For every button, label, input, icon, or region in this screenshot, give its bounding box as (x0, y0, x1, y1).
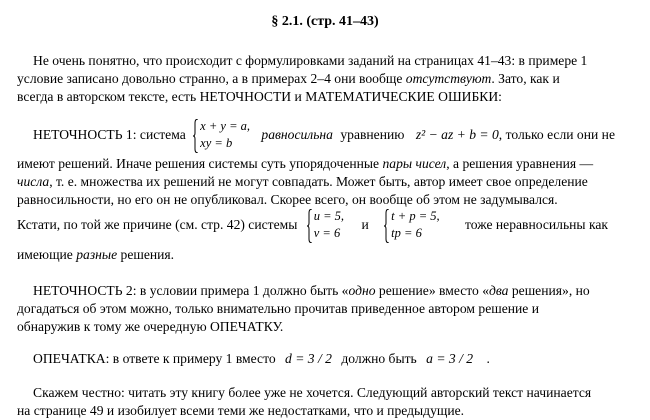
inaccuracy-1-paragraph (17, 155, 639, 209)
system-1-equation-1: x + y = a, (200, 119, 251, 133)
inaccuracy-1-line-6 (17, 246, 639, 264)
intro-line-3: всегда в авторском тексте, есть НЕТОЧНОСТИ и МАТЕМАТИЧЕСКИЕ ОШИБКИ: (17, 89, 502, 104)
text: НЕТОЧНОСТЬ 2: в условии примера 1 должно быть « (33, 283, 349, 298)
text: должно быть (341, 351, 417, 366)
conclusion-line-1: Скажем честно: читать эту книгу более уже не хочется. Следующий авторский текст начинается (33, 385, 592, 400)
inaccuracy-2-paragraph (17, 282, 639, 336)
equivalent-term: равносильна (261, 127, 333, 142)
emphasis-text: одно (348, 283, 376, 298)
correct-answer: a = 3 / 2 (426, 351, 474, 366)
emphasis-text: пары чисел (382, 156, 447, 171)
text: решения», но (508, 283, 590, 298)
emphasis-text: разные (76, 247, 118, 262)
emphasis-text: два (489, 283, 509, 298)
system-2-equation-2: v = 6 (313, 226, 341, 240)
inaccuracy-2-line-3: обнаружив к тому же очередную ОПЕЧАТКУ. (17, 319, 284, 334)
brace-icon (384, 209, 389, 243)
text: , а решения уравнения — (446, 156, 594, 171)
conclusion-line-2: на странице 49 и изобилует всеми теми же недостатками, что и предыдущие. (17, 403, 465, 418)
text: имеют решений. Иначе решения системы суть упорядоченные (17, 156, 383, 171)
section-heading: § 2.1. (стр. 41–43) (271, 14, 379, 29)
system-1-equation-2: xy = b (200, 136, 233, 150)
inaccuracy-1-label: НЕТОЧНОСТЬ 1: система (33, 127, 186, 142)
inaccuracy-1-last-line (17, 246, 639, 264)
intro-paragraph (17, 52, 639, 106)
typo-paragraph (33, 350, 490, 368)
inaccuracy-1-line-2 (17, 155, 639, 173)
text: Кстати, по той же причине (см. стр. 42) системы (17, 217, 298, 232)
system-3-equation-1: t + p = 5, (391, 209, 440, 223)
system-1 (193, 118, 250, 152)
text: условие записано довольно странно, а в примерах 2–4 они вообще (17, 71, 406, 86)
text: решение» вместо « (375, 283, 489, 298)
emphasis-text: числа (17, 174, 50, 189)
quadratic-equation: z² − az + b = 0 (415, 127, 499, 142)
text: имеющие (17, 247, 77, 262)
typo-label: ОПЕЧАТКА: в ответе к примеру 1 вместо (33, 351, 276, 366)
text: . Зато, как и (491, 71, 560, 86)
inaccuracy-1-line-4: равносильности, но его он не опубликовал. Скорее всего, он вообще об этом не задумывался. (17, 192, 558, 207)
text: уравнению (340, 127, 405, 142)
brace-icon (307, 209, 312, 243)
inaccuracy-1-line-3 (17, 173, 639, 191)
inaccuracy-1-first-line (33, 118, 615, 152)
text: тоже неравносильны как (465, 217, 608, 232)
wrong-answer: d = 3 / 2 (285, 351, 332, 366)
inaccuracy-2-line-2: догадаться об этом можно, только внимательно прочитав приведенное автором решение и (17, 301, 539, 316)
system-2 (307, 208, 344, 242)
conclusion-paragraph (17, 384, 639, 420)
inaccuracy-1-line-5 (17, 208, 608, 242)
text: , только если они не (498, 127, 615, 142)
emphasis-text: отсутствуют (405, 71, 492, 86)
intro-line-1: Не очень понятно, что происходит с формулировками заданий на страницах 41–43: в примере 1 (33, 53, 588, 68)
intro-line-2 (17, 70, 639, 88)
text: и (361, 217, 369, 232)
text: , т. е. множества их решений не могут совпадать. Может быть, автор имеет свое определение (49, 174, 588, 189)
text: решения. (117, 247, 175, 262)
brace-icon (193, 119, 198, 153)
text: . (486, 351, 490, 366)
system-2-equation-1: u = 5, (313, 209, 345, 223)
inaccuracy-2-line-1 (17, 282, 639, 300)
system-3 (384, 208, 439, 242)
system-3-equation-2: tp = 6 (391, 226, 422, 240)
